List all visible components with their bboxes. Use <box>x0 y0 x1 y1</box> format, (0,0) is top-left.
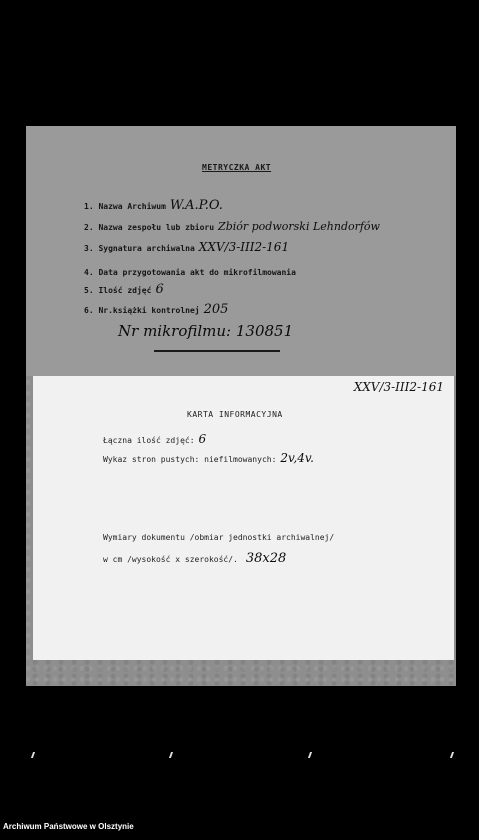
scan-mark <box>308 752 312 758</box>
field-control-book: 6. Nr.książki kontrolnej 205 <box>84 302 229 317</box>
card-signature: XXV/3-III2-161 <box>353 380 444 394</box>
card-dimensions: w cm /wysokość x szerokość/. 38x28 <box>103 551 287 566</box>
field-photo-count: 5. Ilość zdjęć 6 <box>84 282 164 297</box>
scan-mark <box>450 752 454 758</box>
scan-mark <box>169 752 173 758</box>
card-dimensions-label: Wymiary dokumentu /obmiar jednostki archiwalnej/ <box>103 533 335 542</box>
field-fonds: 2. Nazwa zespołu lub zbioru Zbiór podworski Lehndorfów <box>84 220 380 233</box>
field-signature: 3. Sygnatura archiwalna XXV/3-III2-161 <box>84 240 290 254</box>
field-archive: 1. Nazwa Archiwum W.A.P.O. <box>84 198 223 213</box>
card-photo-count: Łączna ilość zdjęć: 6 <box>103 432 207 446</box>
info-card <box>33 376 454 660</box>
field-date: 4. Data przygotowania akt do mikrofilmowania <box>84 268 296 277</box>
metryczka-heading: METRYCZKA AKT <box>202 163 272 172</box>
scan-mark <box>31 752 35 758</box>
microfilm-underline <box>154 350 280 352</box>
metryczka-sheet <box>26 126 456 376</box>
card-empty-pages: Wykaz stron pustych: niefilmowanych: 2v,4v. <box>103 451 314 465</box>
footer-watermark: Archiwum Państwowe w Olsztynie <box>3 822 134 831</box>
card-title: KARTA INFORMACYJNA <box>187 410 283 419</box>
microfilm-number: Nr mikrofilmu: 130851 <box>118 322 294 340</box>
